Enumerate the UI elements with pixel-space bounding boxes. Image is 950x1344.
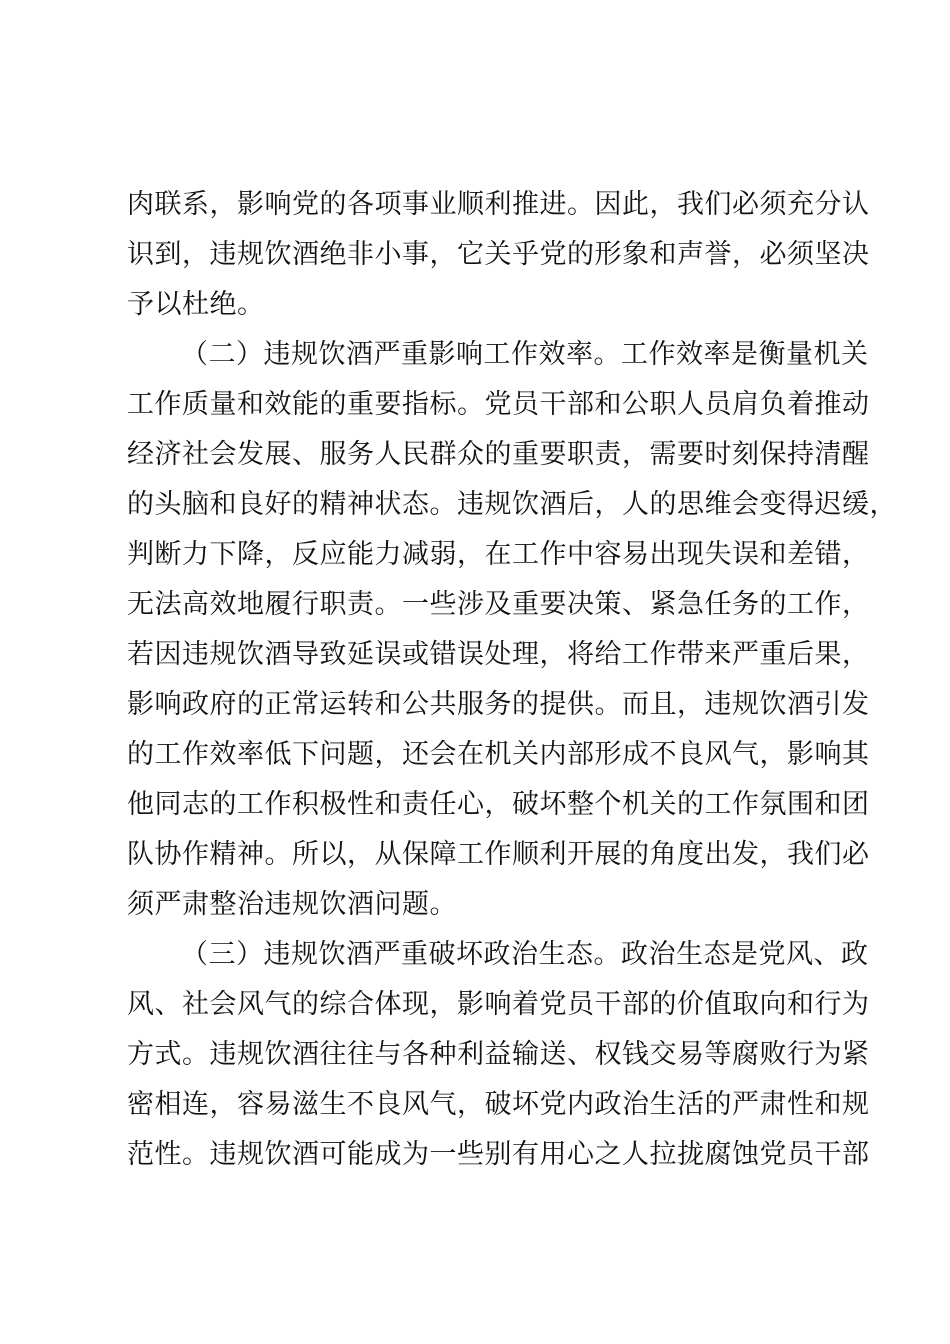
text-line: 影响政府的正常运转和公共服务的提供。而且，违规饮酒引发	[127, 689, 870, 720]
text-line: 队协作精神。所以，从保障工作顺利开展的角度出发，我们必	[127, 839, 870, 870]
text-line: 若因违规饮酒导致延误或错误处理，将给工作带来严重后果，	[127, 639, 870, 670]
text-line: 肉联系，影响党的各项事业顺利推进。因此，我们必须充分认	[127, 189, 870, 220]
text-line: 识到，违规饮酒绝非小事，它关乎党的形象和声誉，必须坚决	[127, 239, 870, 270]
section-heading-line: （三）违规饮酒严重破坏政治生态。政治生态是党风、政	[181, 939, 869, 970]
text-line: 风、社会风气的综合体现，影响着党员干部的价值取向和行为	[127, 989, 870, 1020]
text-line: 方式。违规饮酒往往与各种利益输送、权钱交易等腐败行为紧	[127, 1039, 870, 1070]
text-line: 密相连，容易滋生不良风气，破坏党内政治生活的严肃性和规	[127, 1089, 870, 1120]
section-heading-line: （二）违规饮酒严重影响工作效率。工作效率是衡量机关	[181, 339, 869, 370]
text-line: 范性。违规饮酒可能成为一些别有用心之人拉拢腐蚀党员干部	[127, 1139, 870, 1170]
text-line: 予以杜绝。	[127, 289, 265, 320]
text-line: 无法高效地履行职责。一些涉及重要决策、紧急任务的工作，	[127, 589, 870, 620]
text-line: 他同志的工作积极性和责任心，破坏整个机关的工作氛围和团	[127, 789, 870, 820]
body-text	[127, 180, 897, 1180]
text-line: 须严肃整治违规饮酒问题。	[127, 889, 457, 920]
text-line: 的头脑和良好的精神状态。违规饮酒后，人的思维会变得迟缓，	[127, 489, 897, 520]
text-line: 的工作效率低下问题，还会在机关内部形成不良风气，影响其	[127, 739, 870, 770]
text-line: 判断力下降，反应能力减弱，在工作中容易出现失误和差错，	[127, 539, 870, 570]
text-line: 经济社会发展、服务人民群众的重要职责，需要时刻保持清醒	[127, 439, 870, 470]
text-line: 工作质量和效能的重要指标。党员干部和公职人员肩负着推动	[127, 389, 870, 420]
